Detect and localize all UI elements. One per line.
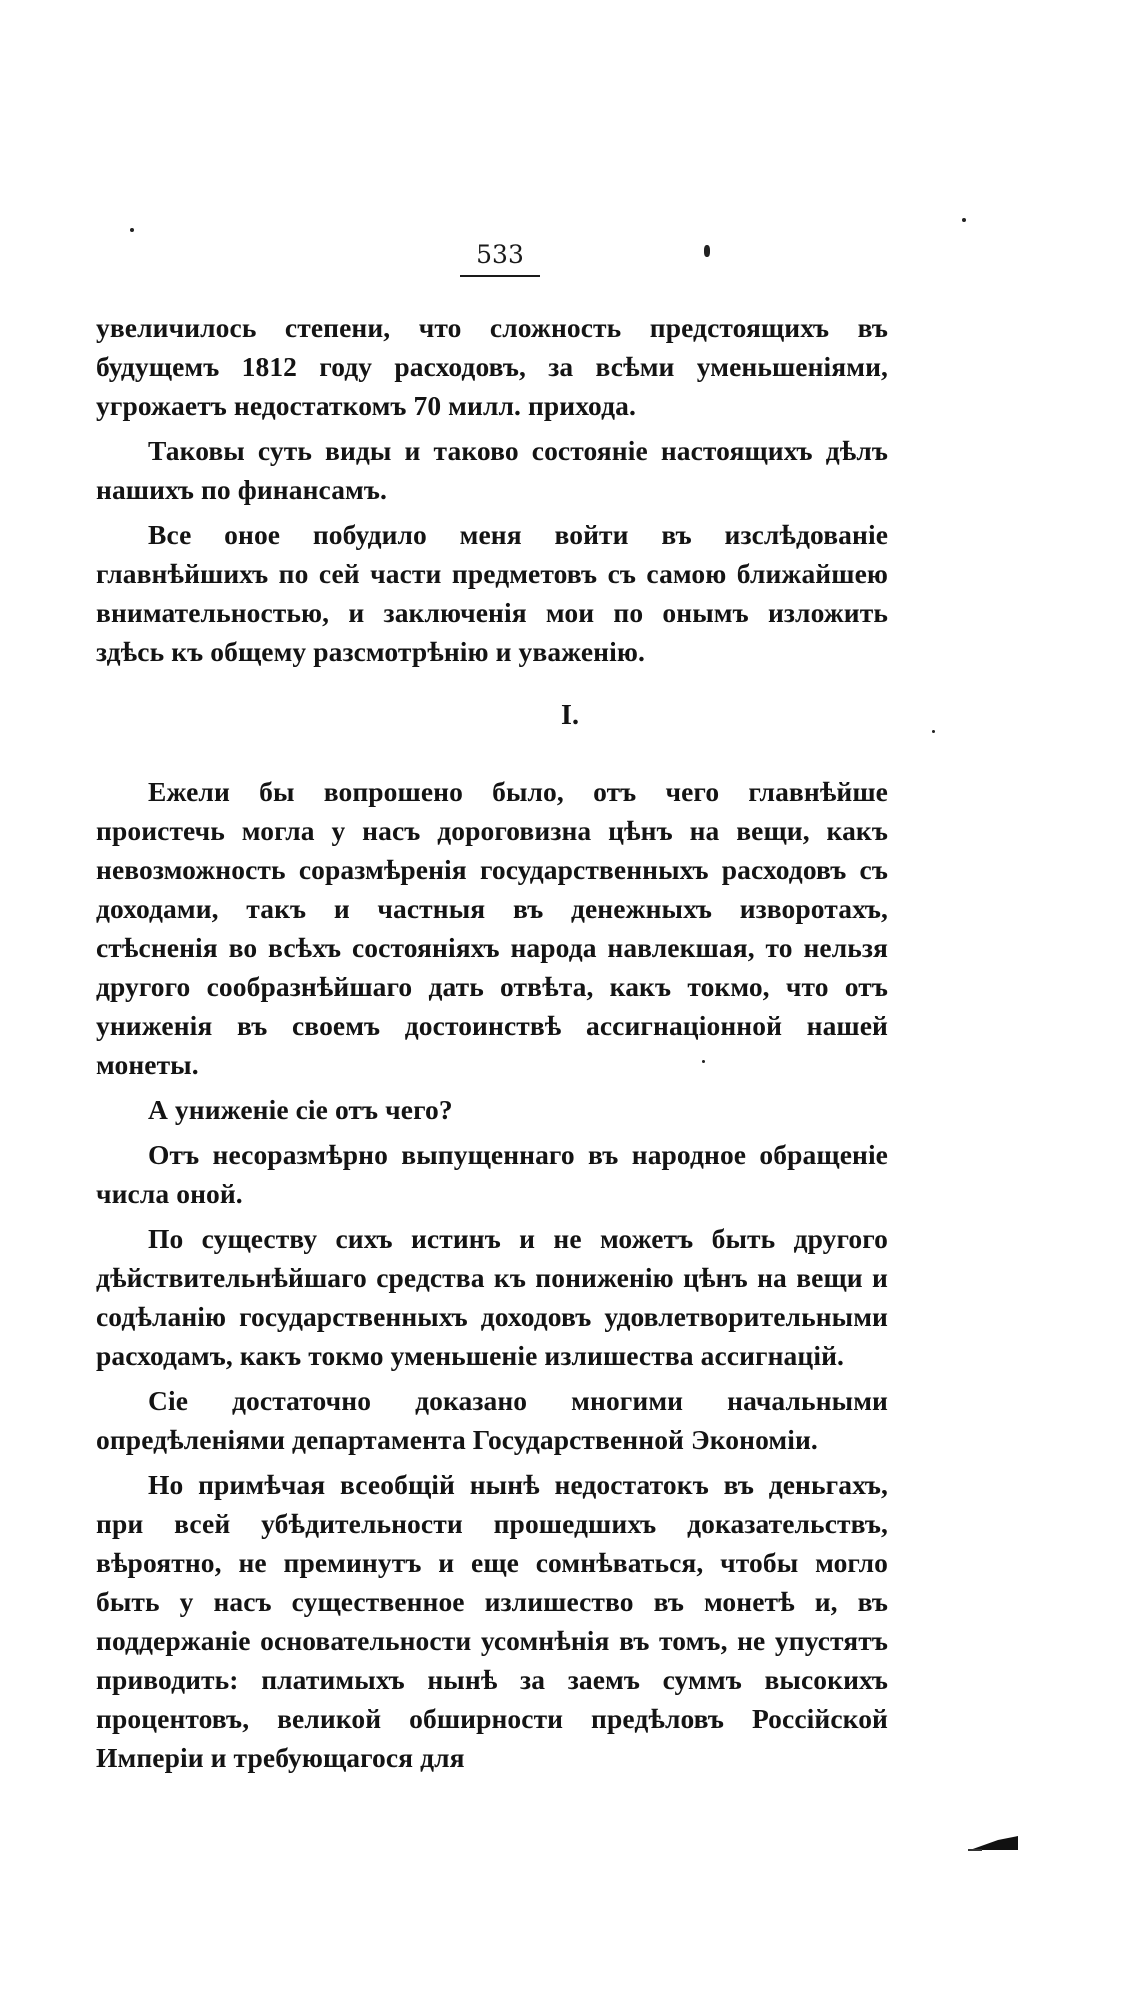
scan-speck: [962, 218, 966, 222]
paragraph-4: Ежели бы вопрошено было, отъ чего главнѣйше проистечь могла у насъ дороговизна цѣнъ на вещи, какъ невозможность соразмѣренія государственныхъ расходовъ съ доходами, такъ и частныя въ денежныхъ изворотахъ, стѣсненія во всѣхъ состояніяхъ народа навлекшая, то нельзя другого сообразнѣйшаго дать отвѣта, какъ токмо, что отъ униженія въ своемъ достоинствѣ ассигнаціонной нашей монеты.: [96, 776, 888, 1080]
paragraph-8: Сіе достаточно доказано многими начальными опредѣленіями департамента Государственной Экономіи.: [96, 1385, 888, 1455]
paragraph-9: Но примѣчая всеобщій нынѣ недостатокъ въ деньгахъ, при всей убѣдительности прошедшихъ доказательствъ, вѣроятно, не преминутъ и еще сомнѣваться, чтобы могло быть у насъ существенное излишество въ монетѣ и, въ поддержаніе основательности усомнѣнія въ томъ, не упустятъ приводить: платимыхъ нынѣ за заемъ суммъ высокихъ процентовъ, великой обширности предѣловъ Россійской Имперіи и требующагося для: [96, 1469, 888, 1773]
paragraph-7: По существу сихъ истинъ и не можетъ быть другого дѣйствительнѣйшаго средства къ пониженію цѣнъ на вещи и содѣланію государственныхъ доходовъ удовлетворительными расходамъ, какъ токмо уменьшеніе излишества ассигнацій.: [96, 1223, 888, 1371]
paragraph-2: Таковы суть виды и таково состояніе настоящихъ дѣлъ нашихъ по финансамъ.: [96, 435, 888, 505]
scan-speck: [704, 245, 710, 257]
scan-speck: [702, 1060, 705, 1063]
paragraph-6: Отъ несоразмѣрно выпущеннаго въ народное обращеніе числа оной.: [96, 1139, 888, 1209]
top-text-block: [96, 308, 888, 677]
paragraph-1: увеличилось степени, что сложность предстоящихъ въ будущемъ 1812 году расходовъ, за всѣми уменьшеніями, угрожаетъ недостаткомъ 70 милл. прихода.: [96, 312, 888, 421]
page-number: 533: [460, 240, 540, 277]
scan-edge-mark: [968, 1830, 1020, 1852]
bottom-text-block: [96, 772, 888, 1783]
paragraph-3: Все оное побудило меня войти въ изслѣдованіе главнѣйшихъ по сей части предметовъ съ самою ближайшею внимательностью, и заключенія мои по онымъ изложить здѣсь къ общему разсмотрѣнію и уваженію.: [96, 519, 888, 667]
scan-speck: [932, 730, 935, 733]
scan-speck: [130, 228, 134, 232]
paragraph-5: А униженіе сіе отъ чего?: [148, 1094, 453, 1125]
section-heading: I.: [561, 700, 579, 731]
